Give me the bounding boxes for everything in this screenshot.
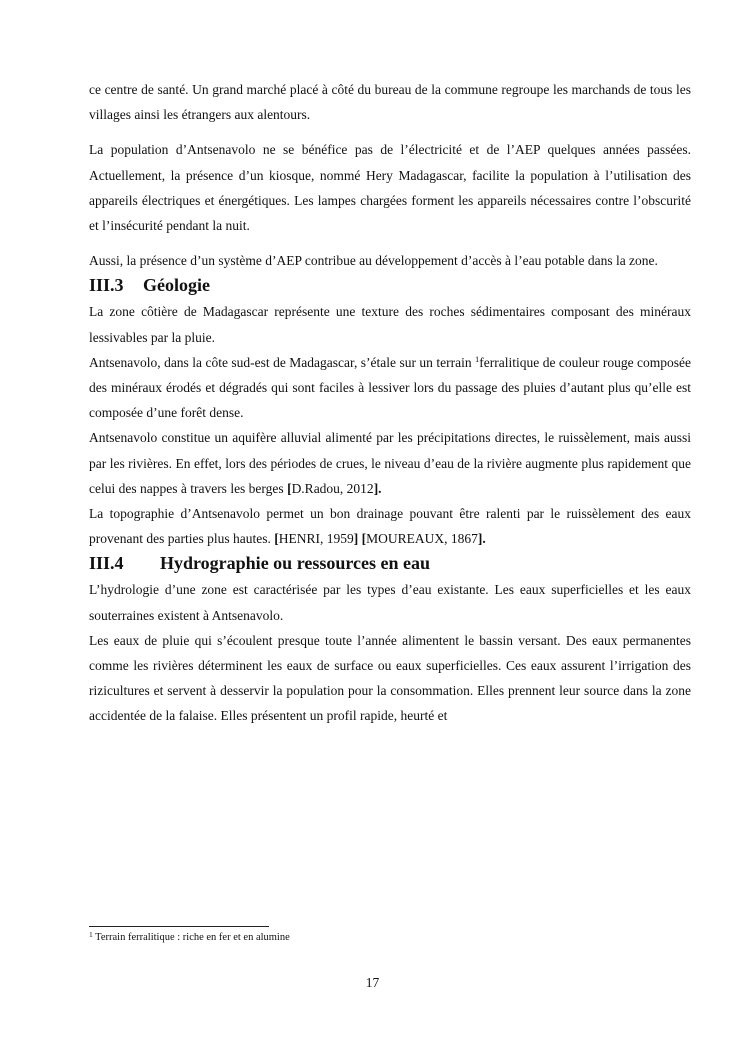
intro-paragraph-2: La population d’Antsenavolo ne se bénéfice pas de l’électricité et de l’AEP quelques années passées. Actuellement, la présence d’un kiosque, nommé Hery Madagascar, facilite la population à l’utilisation des appareils électriques et énergétiques. Les lampes chargées forment les appareils nécessaires contre l’obscurité et l’insécurité pendant la nuit. xyxy=(89,142,691,234)
geologie-paragraph-3 xyxy=(89,425,691,501)
footnote-reference: 1 xyxy=(475,353,480,364)
hydrographie-paragraph-2: Les eaux de pluie qui s’écoulent presque toute l’année alimentent le bassin versant. Des eaux permanentes comme les rivières déterminent les eaux de surface ou eaux superficielles. Ces eaux assurent l’irrigation des rizicultures et servent à desservir la population pour la consommation. Elles prennent leur source dans la zone accidentée de la falaise. Elles présentent un profil rapide, heurté et xyxy=(89,632,691,724)
hydrographie-paragraph-1: L’hydrologie d’une zone est caractérisée par les types d’eau existante. Les eaux superficielles et les eaux souterraines existent à Antsenavolo. xyxy=(89,582,691,623)
citation-bracket-close: ]. xyxy=(373,480,382,496)
geologie-paragraph-2-text-a: Antsenavolo, dans la côte sud-est de Madagascar, s’étale sur un terrain xyxy=(89,354,476,370)
page-body xyxy=(89,77,691,729)
section-heading-hydrographie xyxy=(89,551,691,577)
section-heading-geologie xyxy=(89,273,691,299)
geologie-paragraph-2-text-b: ferralitique de couleur rouge composée des minéraux érodés et dégradés qui sont faciles à lessiver lors du passage des pluies d’autant plus qu’elle est composée d’une forêt dense. xyxy=(89,354,692,421)
geologie-paragraph-3-text: Antsenavolo constitue un aquifère alluvial alimenté par les précipitations directes, le ruissèlement, mais aussi par les rivières. En effet, lors des périodes de crues, le niveau d’eau de la rivière augmente plus rapidement que celui des nappes à travers les berges xyxy=(89,430,691,496)
section-title: Géologie xyxy=(143,275,210,296)
citation-radou: D.Radou, 2012 xyxy=(291,480,374,496)
intro-paragraph-1: ce centre de santé. Un grand marché placé à côté du bureau de la commune regroupe les marchands de tous les villages ainsi les étrangers aux alentours. xyxy=(89,82,691,123)
citation-bracket-open: [ xyxy=(274,531,279,547)
geologie-paragraph-4 xyxy=(89,501,691,551)
geologie-paragraph-4-text: La topographie d’Antsenavolo permet un bon drainage pouvant être ralenti par le ruissèlement des eaux provenant des parties plus hautes. xyxy=(89,506,691,547)
citation-bracket-close: ]. xyxy=(477,531,486,547)
section-title: Hydrographie ou ressources en eau xyxy=(160,553,431,574)
section-number: III.4 xyxy=(89,553,124,574)
citation-bracket-close: ] xyxy=(353,531,359,547)
page-number: 17 xyxy=(365,975,380,990)
citation-bracket-open: [ xyxy=(361,531,367,547)
geologie-paragraph-2 xyxy=(89,350,691,426)
footnote xyxy=(89,931,290,945)
citation-bracket-open: [ xyxy=(287,480,292,496)
citation-moureaux: MOUREAUX, 1867 xyxy=(366,531,478,547)
section-number: III.3 xyxy=(89,275,124,296)
citation-henri: HENRI, 1959 xyxy=(278,531,354,547)
geologie-paragraph-1: La zone côtière de Madagascar représente une texture des roches sédimentaires composant des minéraux lessivables par la pluie. xyxy=(89,304,691,345)
footnote-text: Terrain ferralitique : riche en fer et en alumine xyxy=(92,932,290,943)
intro-paragraph-3: Aussi, la présence d’un système d’AEP contribue au développement d’accès à l’eau potable dans la zone. xyxy=(89,253,658,269)
footnote-divider xyxy=(89,926,269,927)
footnote-mark: 1 xyxy=(89,930,93,939)
